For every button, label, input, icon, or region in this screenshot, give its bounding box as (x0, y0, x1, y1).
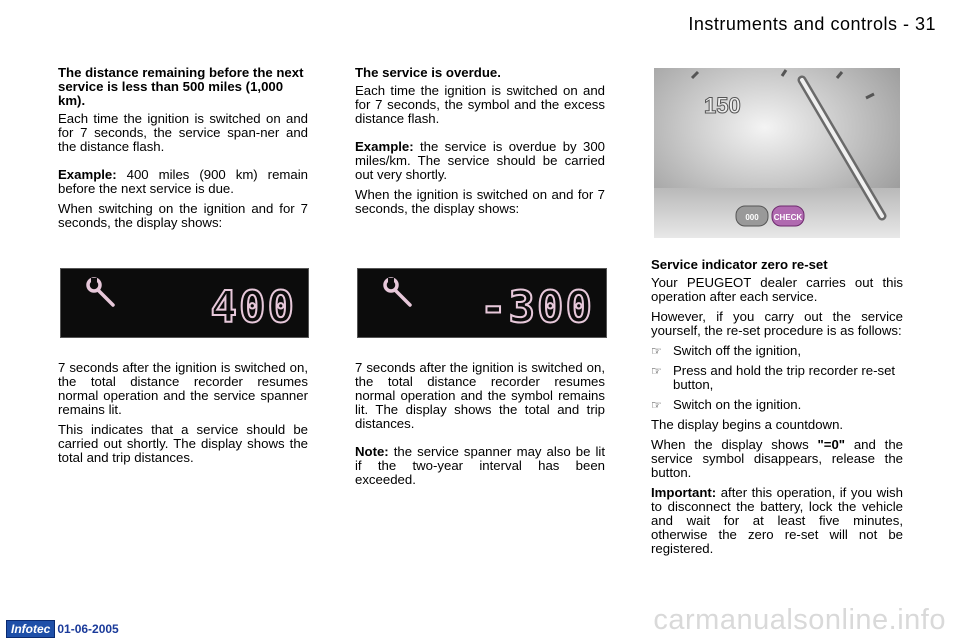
example-paragraph (58, 168, 308, 196)
display-value: -300 (480, 282, 594, 333)
example-label: Example: (355, 139, 414, 154)
column-2-lower (355, 361, 605, 493)
column-1-lower (58, 361, 308, 471)
important-paragraph (651, 486, 903, 556)
service-display-400 (60, 268, 309, 338)
spanner-icon (380, 275, 420, 315)
list-item-text: Press and hold the trip recorder re-set button, (673, 363, 896, 392)
speed-label-150: 150 (704, 93, 741, 118)
section-heading: Service indicator zero re-set (651, 257, 828, 272)
paragraph: When the ignition is switched on and for 7 seconds, the display shows: (355, 187, 605, 216)
paragraph (651, 438, 903, 480)
instrument-panel-photo (652, 68, 904, 242)
text-fragment: and the service symbol disappears, release the button. (651, 437, 903, 480)
paragraph: Each time the ignition is switched on and for 7 seconds, the symbol and the excess distance flash. (355, 83, 605, 126)
example-paragraph (355, 140, 605, 182)
trip-reset-button-label: 000 (745, 213, 759, 222)
column-2 (355, 66, 605, 222)
paragraph: 7 seconds after the ignition is switched on, the total distance recorder resumes normal operation and the symbol remains lit. The display shows the total and trip distances. (355, 360, 605, 431)
important-text: after this operation, if you wish to disconnect the battery, lock the vehicle and wait for at least five minutes, otherwise the zero re-set will not be registered. (651, 485, 903, 556)
paragraph: Your PEUGEOT dealer carries out this operation after each service. (651, 275, 903, 304)
paragraph: However, if you carry out the service yourself, the re-set procedure is as follows: (651, 309, 903, 338)
paragraph: Each time the ignition is switched on and for 7 seconds, the service span-ner and the distance flash. (58, 111, 308, 154)
section-heading: The service is overdue. (355, 65, 501, 80)
list-item (651, 398, 903, 412)
footer (6, 620, 119, 638)
note-paragraph (355, 445, 605, 487)
check-button-label: CHECK (773, 213, 803, 222)
list-item-text: Switch off the ignition, (673, 343, 802, 358)
watermark: carmanualsonline.info (653, 604, 946, 636)
column-1 (58, 66, 308, 236)
column-3 (651, 258, 903, 562)
example-label: Example: (58, 167, 117, 182)
pointing-hand-icon: ☞ (651, 364, 662, 378)
infotec-logo: Infotec (6, 620, 55, 638)
paragraph: The display begins a countdown. (651, 417, 844, 432)
list-item (651, 364, 903, 392)
spanner-icon (83, 275, 123, 315)
note-text: the service spanner may also be lit if the two-year interval has been exceeded. (355, 444, 605, 487)
important-label: Important: (651, 485, 717, 500)
example-text: the service is overdue by 300 miles/km. The service should be carried out very shortly. (355, 139, 605, 182)
pointing-hand-icon: ☞ (651, 398, 662, 412)
paragraph: This indicates that a service should be carried out shortly. The display shows the total and trip distances. (58, 422, 308, 465)
service-display-minus-300 (357, 268, 607, 338)
pointing-hand-icon: ☞ (651, 344, 662, 358)
list-item (651, 344, 903, 358)
zero-code: "=0" (817, 437, 846, 452)
note-label: Note: (355, 444, 389, 459)
paragraph: When switching on the ignition and for 7 seconds, the display shows: (58, 201, 308, 230)
page-title: Instruments and controls - 31 (688, 14, 936, 34)
print-date: 01-06-2005 (57, 622, 119, 636)
section-heading: The distance remaining before the next service is less than 500 miles (1,000 km). (58, 65, 304, 108)
text-fragment: When the display shows (651, 437, 818, 452)
list-item-text: Switch on the ignition. (673, 397, 802, 412)
example-text: 400 miles (900 km) remain before the next service is due. (58, 167, 308, 196)
display-value: 400 (210, 282, 296, 333)
paragraph: 7 seconds after the ignition is switched on, the total distance recorder resumes normal operation and the service spanner remains lit. (58, 360, 308, 417)
